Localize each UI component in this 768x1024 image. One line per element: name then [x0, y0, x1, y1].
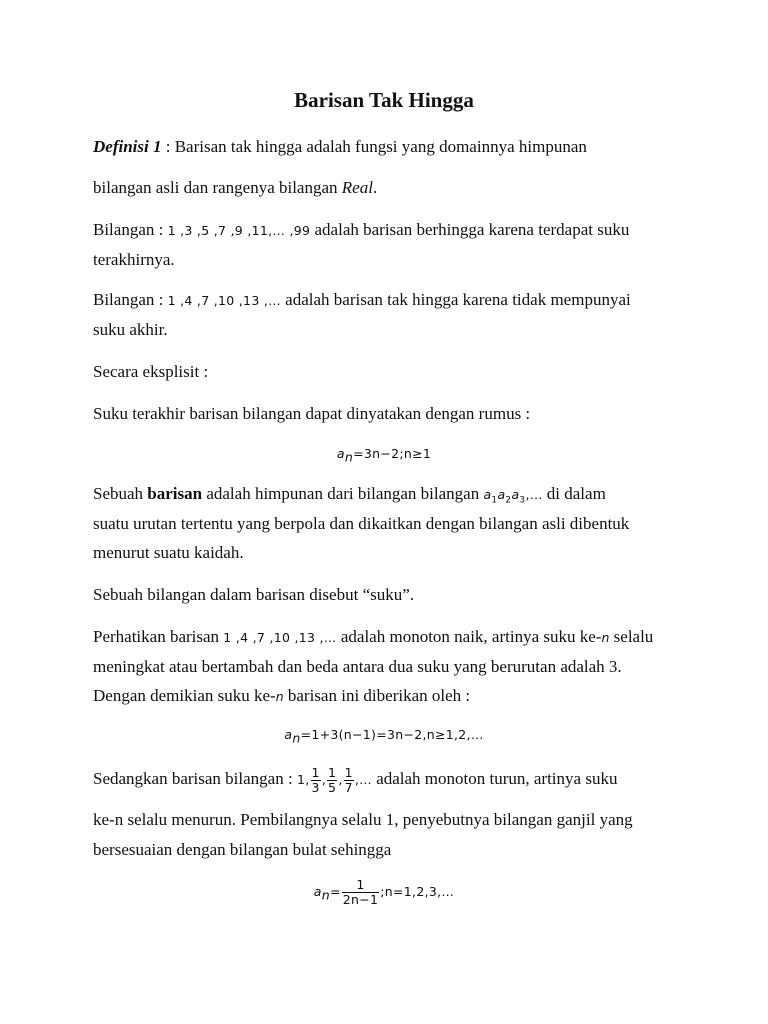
paragraph-increasing-line-1: Perhatikan barisan 1 ,4 ,7 ,10 ,13 ,… adalah monoton naik, artinya suku ke-n selalu [93, 627, 654, 646]
paragraph-infinite-line-1: Bilangan : 1 ,4 ,7 ,10 ,13 ,… adalah barisan tak hingga karena tidak mempunyai [93, 290, 631, 309]
sequence-finite: 1 ,3 ,5 ,7 ,9 ,11,… ,99 [167, 223, 311, 238]
fraction-1-7: $\frac{1}{7}$ [344, 765, 353, 795]
definition-line-1: Definisi 1 : Barisan tak hingga adalah fungsi yang domainnya himpunan [93, 137, 587, 156]
paragraph-finite-line-2: terakhirnya. [93, 250, 175, 269]
formula-1: $a_n=3n-2;n\ge 1$ [336, 446, 432, 465]
paragraph-decreasing-line-3: bersesuaian dengan bilangan bulat sehingga [93, 840, 392, 859]
paragraph-barisan-line-1: Sebuah barisan adalah himpunan dari bilangan bilangan $a_1a_2a_3,\dots$ di dalam [93, 484, 606, 506]
formula-3: $a_n=$ $\frac{1}{2n-1}$ ;n=1,2,3,… [313, 877, 455, 907]
sequence-a-terms: $a_1a_2a_3,\dots$ [483, 487, 543, 506]
paragraph-infinite-line-2: suku akhir. [93, 320, 168, 339]
sequence-decreasing: 1, $\frac{1}{3}$ , $\frac{1}{5}$ , $\frac{1}{7}$ ,… [296, 765, 372, 795]
fraction-1-over-2n-1: $\frac{1}{2n-1}$ [342, 877, 379, 907]
bold-term: barisan [147, 484, 203, 503]
fraction-1-3: $\frac{1}{3}$ [311, 765, 320, 795]
paragraph-decreasing-line-1: Sedangkan barisan bilangan : 1, $\frac{1}{3}$ , $\frac{1}{5}$ , $\frac{1}{7}$ ,… adalah monoton turun, artinya suku [93, 765, 618, 795]
page-title: Barisan Tak Hingga [294, 88, 474, 112]
sequence-infinite: 1 ,4 ,7 ,10 ,13 ,… [167, 293, 281, 308]
definition-line-2: bilangan asli dan rangenya bilangan Real. [93, 178, 378, 197]
sequence-increasing: 1 ,4 ,7 ,10 ,13 ,… [223, 630, 337, 645]
definition-label: Definisi 1 [93, 137, 162, 156]
formula-intro: Suku terakhir barisan bilangan dapat dinyatakan dengan rumus : [93, 404, 531, 423]
fraction-1-5: $\frac{1}{5}$ [328, 765, 337, 795]
paragraph-barisan-line-3: menurut suatu kaidah. [93, 543, 244, 562]
term-definition: Sebuah bilangan dalam barisan disebut “suku”. [93, 585, 415, 604]
explicit-heading: Secara eksplisit : [93, 362, 209, 381]
paragraph-finite-line-1: Bilangan : 1 ,3 ,5 ,7 ,9 ,11,… ,99 adalah barisan berhingga karena terdapat suku [93, 220, 630, 239]
paragraph-increasing-line-2: meningkat atau bertambah dan beda antara dua suku yang berurutan adalah 3. [93, 657, 622, 676]
paragraph-decreasing-line-2: ke-n selalu menurun. Pembilangnya selalu 1, penyebutnya bilangan ganjil yang [93, 810, 633, 829]
formula-2: $a_n=1+3(n-1)=3n-2,n\ge 1,2,\dots$ [284, 727, 484, 746]
paragraph-increasing-line-3: Dengan demikian suku ke-n barisan ini diberikan oleh : [93, 686, 471, 705]
paragraph-barisan-line-2: suatu urutan tertentu yang berpola dan dikaitkan dengan bilangan asli dibentuk [93, 514, 630, 533]
